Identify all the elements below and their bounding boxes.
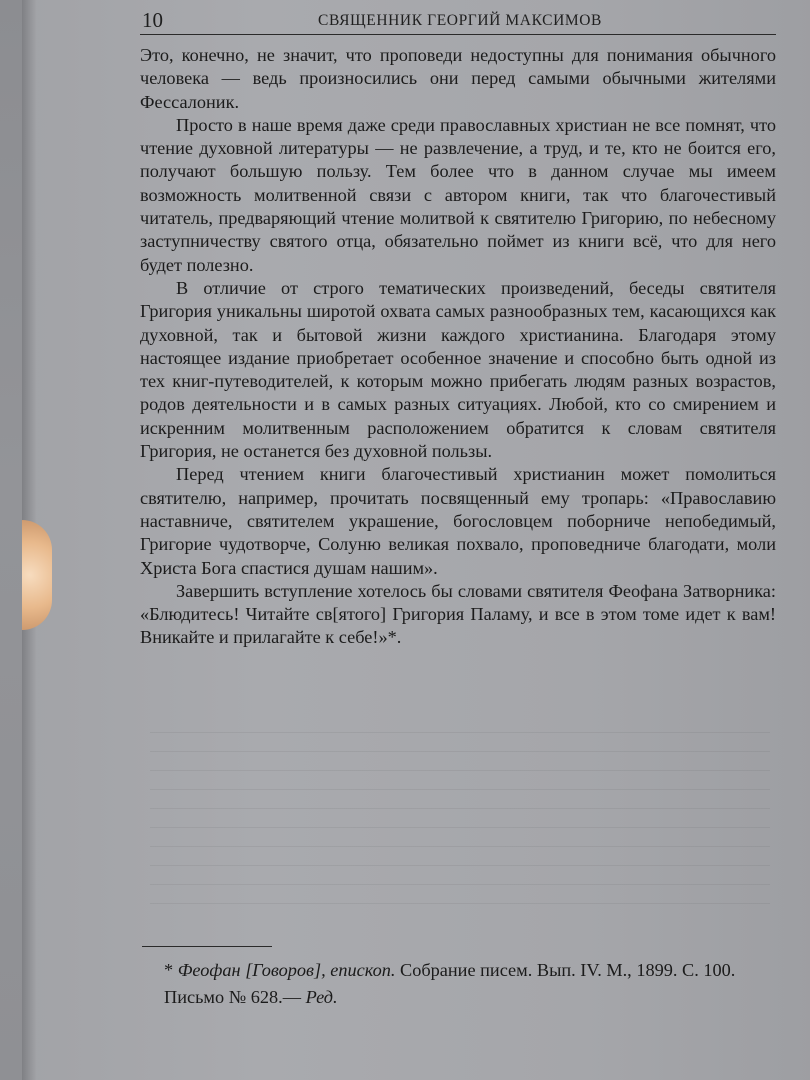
page-number: 10 (142, 8, 163, 32)
running-head: СВЯЩЕННИК ГЕОРГИЙ МАКСИМОВ (318, 12, 602, 29)
main-text (140, 44, 776, 650)
footnote-divider (142, 946, 272, 947)
footnote-text: Собрание писем. Вып. IV. М., 1899. С. 100. Письмо № 628.— (164, 960, 736, 1007)
paragraph: В отличие от строго тематических произведений, беседы святителя Григория уникальны широтой охвата самых разнообразных тем, касающихся как духовной, так и бытовой жизни каждого христианина. Благодаря этому настоящее издание приобретает особенное значение и способно быть одной из тех книг-путеводителей, к которым можно прибегать людям разных возрастов, родов деятельности и в самых разных ситуациях. Любой, кто со смирением и искренним молитвенным расположением обратится к словам святителя Григория, не останется без духовной пользы. (140, 277, 776, 462)
paragraph: Просто в наше время даже среди православных христиан не все помнят, что чтение духовной литературы — не развлечение, а труд, и те, кто не боится его, получают большую пользу. Тем более что в данном случае мы имеем возможность молитвенной связи с автором книги, так что благочестивый читатель, предваряющий чтение молитвой к святителю Григорию, по небесному заступничеству святого отца, обязательно поймет из книги всё, что для него будет полезно. (140, 114, 776, 275)
footnote-editor: Ред. (305, 987, 338, 1007)
paragraph: Завершить вступление хотелось бы словами святителя Феофана Затворника: «Блюдитесь! Читайте св[ятого] Григория Паламу, и все в этом томе идет к вам! Вникайте и прилагайте к себе!»*. (140, 580, 776, 648)
footnote-author: Феофан [Говоров], епископ. (177, 960, 396, 980)
bookmark-tab (22, 520, 52, 630)
paragraph: Перед чтением книги благочестивый христианин может помолиться святителю, например, прочитать посвященный ему тропарь: «Православию наставниче, святителем украшение, богословцем поборниче непобедимый, Григорие чудотворче, Солуню великая похвало, проповедниче благодати, моли Христа Бога спастися душам нашим». (140, 464, 776, 578)
footnote (140, 957, 800, 1011)
footnote-marker: * (164, 960, 174, 980)
book-page (22, 0, 810, 1080)
paragraph: Это, конечно, не значит, что проповеди недоступны для понимания обычного человека — ведь произносились они перед самыми обычными жителями Фессалоник. (140, 45, 776, 112)
show-through-text (150, 720, 770, 920)
page-header (140, 6, 776, 35)
